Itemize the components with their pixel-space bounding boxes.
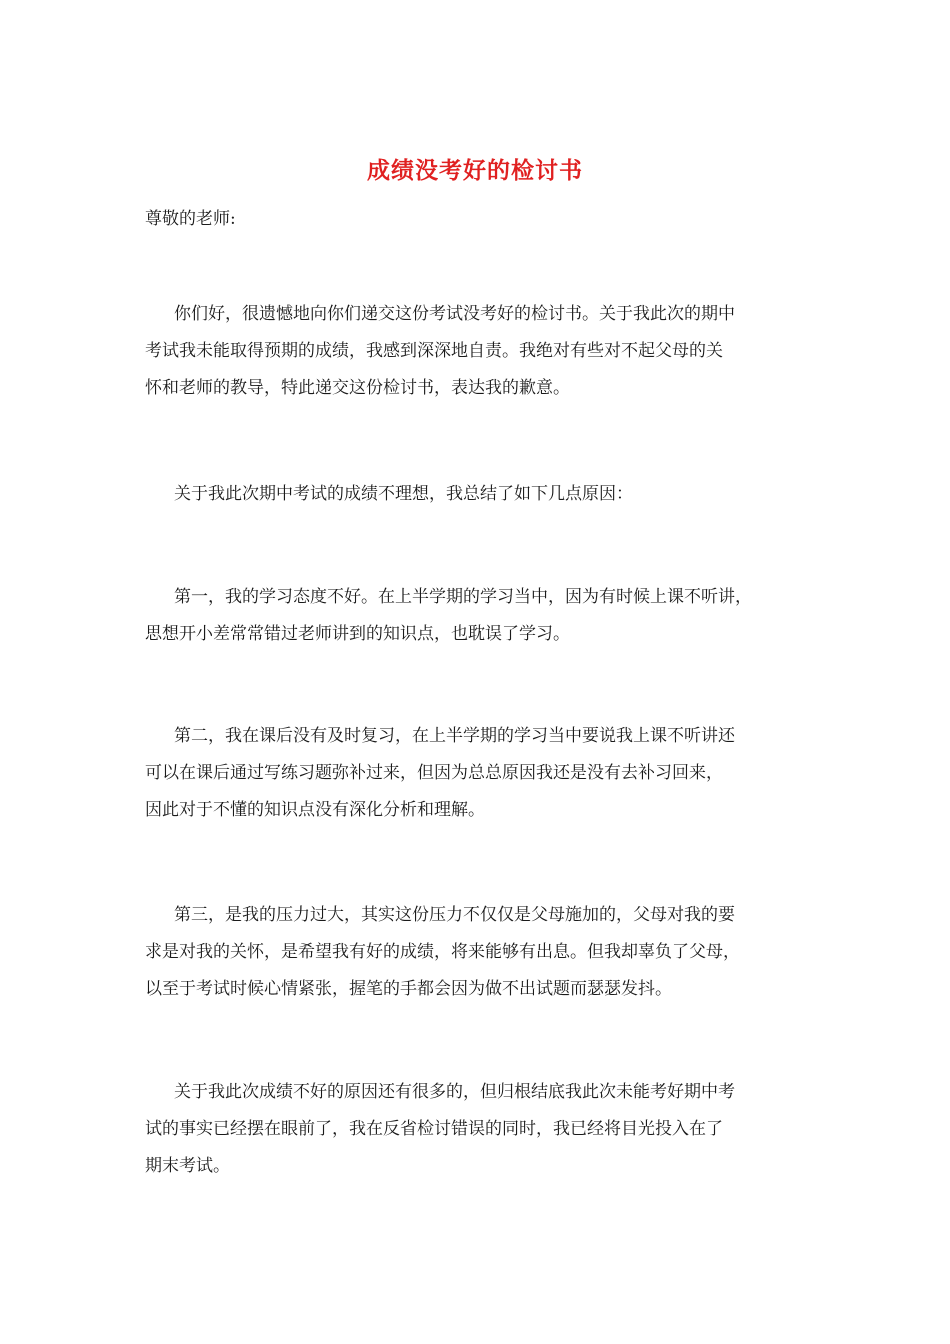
paragraph-line: 怀和老师的教导，特此递交这份检讨书，表达我的歉意。 [145, 378, 570, 398]
paragraph-line: 可以在课后通过写练习题弥补过来，但因为总总原因我还是没有去补习回来， [145, 763, 723, 783]
paragraph-conclusion [145, 1074, 835, 1185]
paragraph-reasons-intro [145, 476, 835, 513]
paragraph-line: 以至于考试时候心情紧张，握笔的手都会因为做不出试题而瑟瑟发抖。 [145, 979, 672, 999]
paragraph-greeting [145, 296, 835, 407]
paragraph-line: 第二，我在课后没有及时复习，在上半学期的学习当中要说我上课不听讲还 [174, 726, 735, 746]
paragraph-line: 思想开小差常常错过老师讲到的知识点，也耽误了学习。 [145, 624, 570, 644]
paragraph-reason-one [145, 579, 835, 653]
paragraph-reason-two [145, 718, 835, 829]
paragraph-line: 考试我未能取得预期的成绩，我感到深深地自责。我绝对有些对不起父母的关 [145, 341, 723, 361]
paragraph-reason-three [145, 897, 835, 1008]
salutation: 尊敬的老师: [145, 209, 236, 229]
paragraph-line: 关于我此次成绩不好的原因还有很多的，但归根结底我此次未能考好期中考 [174, 1082, 735, 1102]
document-title: 成绩没考好的检讨书 [367, 157, 583, 184]
paragraph-line: 第一，我的学习态度不好。在上半学期的学习当中，因为有时候上课不听讲， [174, 587, 752, 607]
paragraph-line: 你们好，很遗憾地向你们递交这份考试没考好的检讨书。关于我此次的期中 [174, 304, 735, 324]
paragraph-line: 试的事实已经摆在眼前了，我在反省检讨错误的同时，我已经将目光投入在了 [145, 1119, 723, 1139]
paragraph-line: 因此对于不懂的知识点没有深化分析和理解。 [145, 800, 485, 820]
paragraph-line: 期末考试。 [145, 1156, 230, 1176]
paragraph-line: 求是对我的关怀，是希望我有好的成绩，将来能够有出息。但我却辜负了父母， [145, 942, 740, 962]
paragraph-line: 关于我此次期中考试的成绩不理想，我总结了如下几点原因： [174, 484, 633, 504]
paragraph-line: 第三，是我的压力过大，其实这份压力不仅仅是父母施加的，父母对我的要 [174, 905, 735, 925]
